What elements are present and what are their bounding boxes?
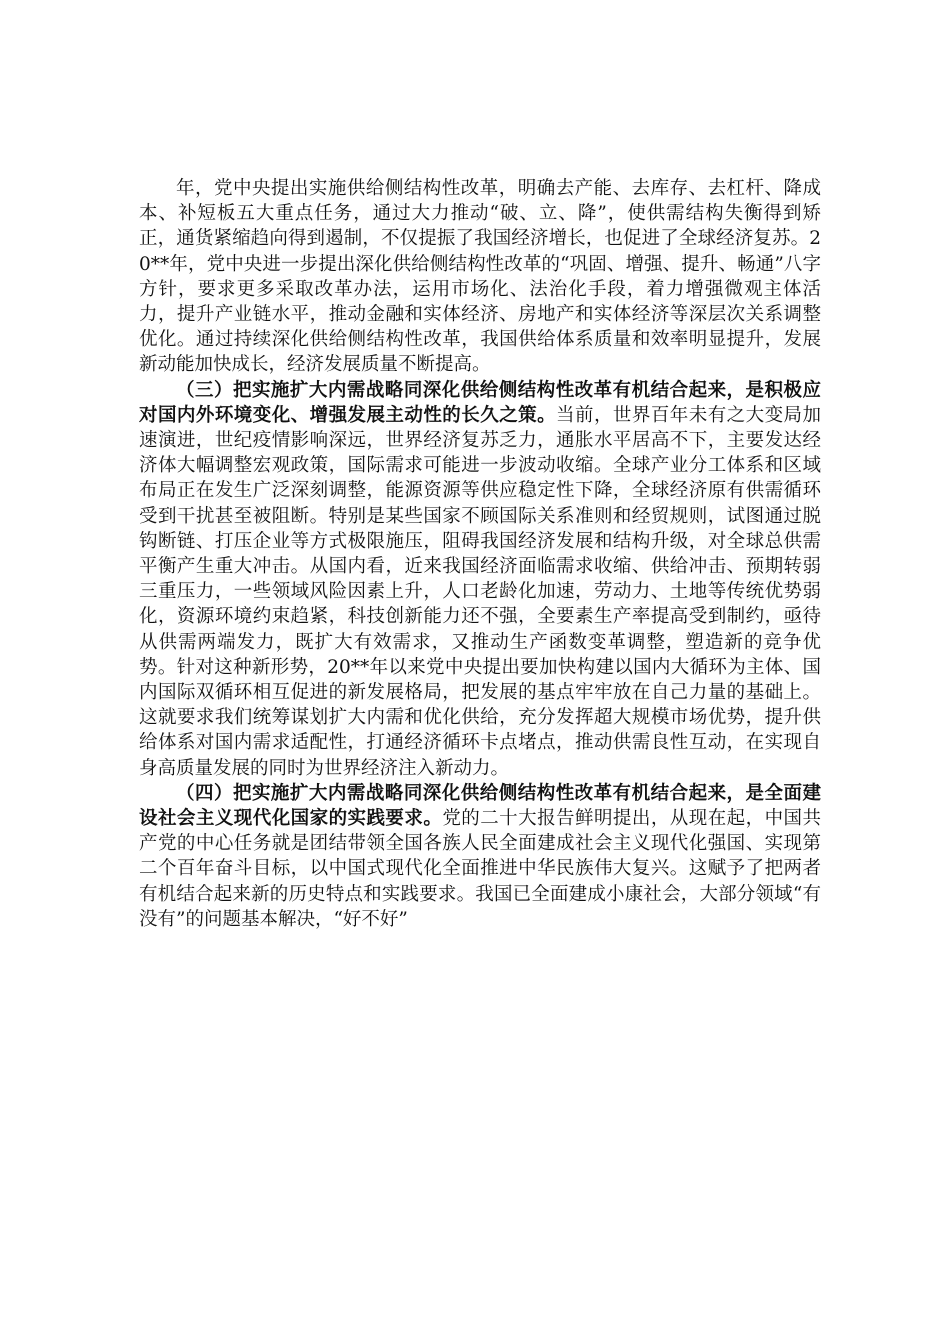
paragraph-section-4 <box>139 781 821 932</box>
paragraph-text: 当前，世界百年未有之大变局加速演进，世纪疫情影响深远，世界经济复苏乏力，通胀水平居高不下，主要发达经济体大幅调整宏观政策，国际需求可能进一步波动收缩。全球产业分工体系和区域布局正在发生广泛深刻调整，能源资源等供应稳定性下降，全球经济原有供需循环受到干扰甚至被阻断。特别是某些国家不顾国际关系准则和经贸规则，试图通过脱钩断链、打压企业等方式极限施压，阻碍我国经济发展和结构升级，对全球总供需平衡产生重大冲击。从国内看，近来我国经济面临需求收缩、供给冲击、预期转弱三重压力，一些领域风险因素上升，人口老龄化加速，劳动力、土地等传统优势弱化，资源环境约束趋紧，科技创新能力还不强，全要素生产率提高受到制约，亟待从供需两端发力，既扩大有效需求，又推动生产函数变革调整，塑造新的竞争优势。针对这种新形势，20**年以来党中央提出要加快构建以国内大循环为主体、国内国际双循环相互促进的新发展格局，把发展的基点牢牢放在自己力量的基础上。这就要求我们统筹谋划扩大内需和优化供给，充分发挥超大规模市场优势，提升供给体系对国内需求适配性，打通经济循环卡点堵点，推动供需良性互动，在实现自身高质量发展的同时为世界经济注入新动力。 <box>139 404 821 779</box>
section-4-heading: （四）把实施扩大内需战略同深化供给侧结构性改革有机结合起来，是全面建设社会主义现代化国家的实践要求。 <box>139 782 821 830</box>
paragraph-supply-side-reform <box>139 176 821 378</box>
paragraph-text: 年，党中央提出实施供给侧结构性改革，明确去产能、去库存、去杠杆、降成本、补短板五大重点任务，通过大力推动“破、立、降”，使供需结构失衡得到矫正，通货紧缩趋向得到遏制，不仅提振了我国经济增长，也促进了全球经济复苏。20**年，党中央进一步提出深化供给侧结构性改革的“巩固、增强、提升、畅通”八字方针，要求更多采取改革办法，运用市场化、法治化手段，着力增强微观主体活力，提升产业链水平，推动金融和实体经济、房地产和实体经济等深层次关系调整优化。通过持续深化供给侧结构性改革，我国供给体系质量和效率明显提升，发展新动能加快成长，经济发展质量不断提高。 <box>139 178 821 376</box>
section-3-heading: （三）把实施扩大内需战略同深化供给侧结构性改革有机结合起来，是积极应对国内外环境变化、增强发展主动性的长久之策。 <box>139 379 821 426</box>
paragraph-section-3 <box>139 378 821 781</box>
paragraph-text: 党的二十大报告鲜明提出，从现在起，中国共产党的中心任务就是团结带领全国各族人民全面建成社会主义现代化强国、实现第二个百年奋斗目标，以中国式现代化全面推进中华民族伟大复兴。这赋予了把两者有机结合起来新的历史特点和实践要求。我国已全面建成小康社会，大部分领域“有没有”的问题基本解决，“好不好” <box>139 808 821 930</box>
document-body <box>139 176 821 932</box>
